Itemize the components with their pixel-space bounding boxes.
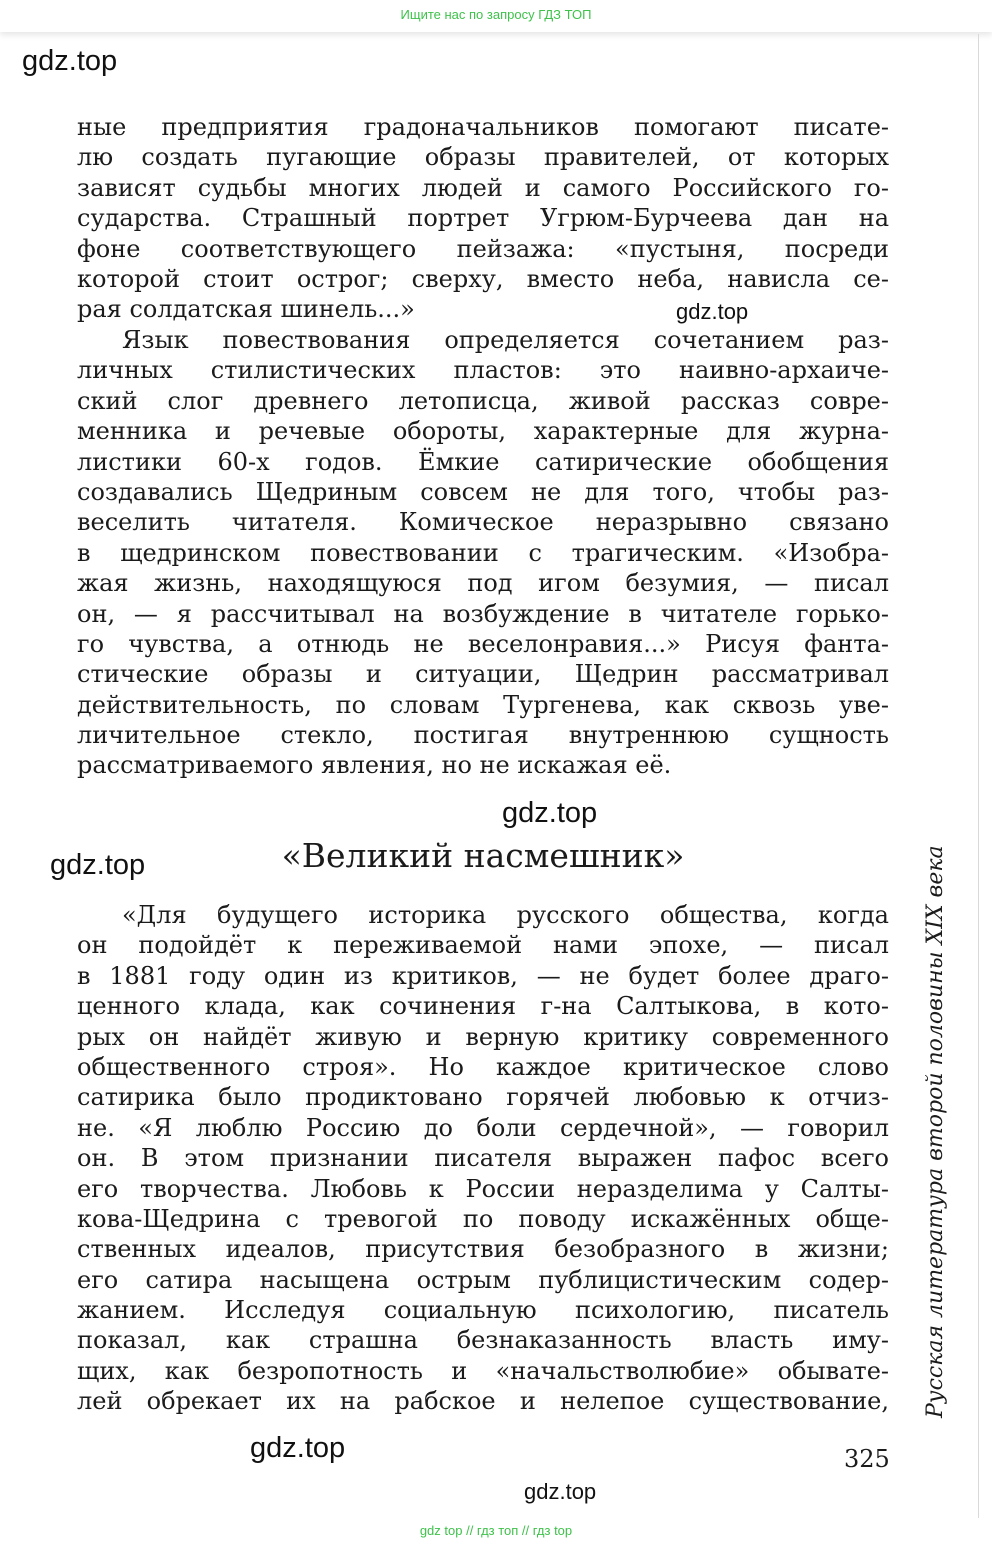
section-title: «Великий насмешник»: [281, 836, 685, 875]
text-line: личительное стекло, постигая внутреннюю сущность: [77, 721, 889, 750]
text-line: кова-Щедрина с тревогой по поводу искажённых обще-: [77, 1204, 889, 1233]
watermark-bottom-center: gdz.top: [524, 1479, 597, 1504]
text-line: фоне соответствующего пейзажа: «пустыня, посреди: [77, 234, 889, 263]
text-line: менника и речевые обороты, характерные для журна-: [77, 417, 889, 446]
text-line: его творчества. Любовь к России неразделима у Салты-: [77, 1174, 889, 1203]
watermark-bottom-left: gdz.top: [250, 1432, 346, 1464]
text-line: рая солдатская шинель...»: [77, 295, 415, 324]
text-line: листики 60-х годов. Ёмкие сатирические обобщения: [77, 447, 889, 476]
text-line: он. В этом признании писателя выражен пафос всего: [77, 1144, 889, 1173]
text-line: зависят судьбы многих людей и самого Российского го-: [77, 173, 889, 202]
text-line: в щедринском повествовании с трагическим. «Изобра-: [77, 538, 889, 567]
text-line: щих, как безропотность и «начальстволюбие» обывате-: [77, 1356, 889, 1385]
text-line: стические образы и ситуации, Щедрин рассматривал: [77, 660, 889, 689]
text-line: «Для будущего историка русского общества, когда: [122, 901, 889, 929]
text-line: он подойдёт к переживаемой нами эпохе, — писал: [77, 931, 889, 960]
text-line: которой стоит острог; сверху, вместо неба, нависла се-: [77, 264, 889, 293]
text-line: рых он найдёт живую и верную критику современного: [77, 1022, 889, 1051]
top-banner[interactable]: Ищите нас по запросу ГДЗ ТОП: [0, 0, 992, 32]
text-line: ценного клада, как сочинения г-на Салтыкова, в кото-: [77, 992, 889, 1021]
watermark-top-left: gdz.top: [22, 45, 118, 77]
text-line: лей обрекает их на рабское и нелепое существование,: [77, 1387, 889, 1416]
running-title: Русская литература второй половины XIX века: [923, 845, 948, 1418]
text-line: сударства. Страшный портрет Угрюм-Бурчеева дан на: [77, 204, 889, 233]
paragraph-2: [77, 325, 889, 781]
text-line: ский слог древнего летописца, живой рассказ совре-: [77, 386, 889, 415]
text-line: рассматриваемого явления, но не искажая её.: [77, 751, 672, 780]
text-line: показал, как страшна безнаказанность власть иму-: [77, 1326, 889, 1355]
text-line: ственных идеалов, присутствия безобразного в жизни;: [77, 1235, 889, 1264]
text-line: жая жизнь, находящуюся под игом безумия, — писал: [77, 569, 889, 598]
text-line: лю создать пугающие образы правителей, от которых: [77, 143, 889, 172]
watermark-center: gdz.top: [502, 797, 598, 829]
text-line: го чувства, а отнюдь не веселонравия...» Рисуя фанта-: [77, 629, 889, 658]
footer-links[interactable]: gdz top // гдз топ // гдз top: [419, 1523, 573, 1538]
text-line: веселить читателя. Комическое неразрывно связано: [77, 508, 889, 537]
paragraph-1: [77, 112, 889, 325]
text-line: сатирика было продиктовано горячей любовью к отчиз-: [77, 1083, 889, 1112]
text-line: личных стилистических пластов: это наивно-архаиче-: [77, 356, 889, 385]
text-line: он, — я рассчитывал на возбуждение в читателе горько-: [77, 599, 889, 628]
text-line: жанием. Исследуя социальную психологию, писатель: [77, 1296, 889, 1325]
text-line: в 1881 году один из критиков, — не будет более драго-: [77, 961, 889, 990]
text-line: не. «Я люблю Россию до боли сердечной», — говорил: [77, 1113, 889, 1142]
paragraph-3: [77, 900, 889, 1417]
text-line: действительность, по словам Тургенева, как сквозь уве-: [77, 690, 889, 719]
text-line: его сатира насыщена острым публицистическим содер-: [77, 1265, 889, 1294]
watermark-left: gdz.top: [50, 849, 146, 881]
text-line: ные предприятия градоначальников помогают писате-: [77, 113, 889, 141]
text-line: создавались Щедриным совсем не для того, чтобы раз-: [77, 477, 889, 506]
text-line: Язык повествования определяется сочетанием раз-: [122, 326, 889, 354]
watermark-mid-right: gdz.top: [676, 299, 749, 324]
page-edge-rule: [978, 34, 979, 1518]
text-line: общественного строя». Но каждое критическое слово: [77, 1052, 889, 1081]
page-number: 325: [844, 1445, 890, 1473]
